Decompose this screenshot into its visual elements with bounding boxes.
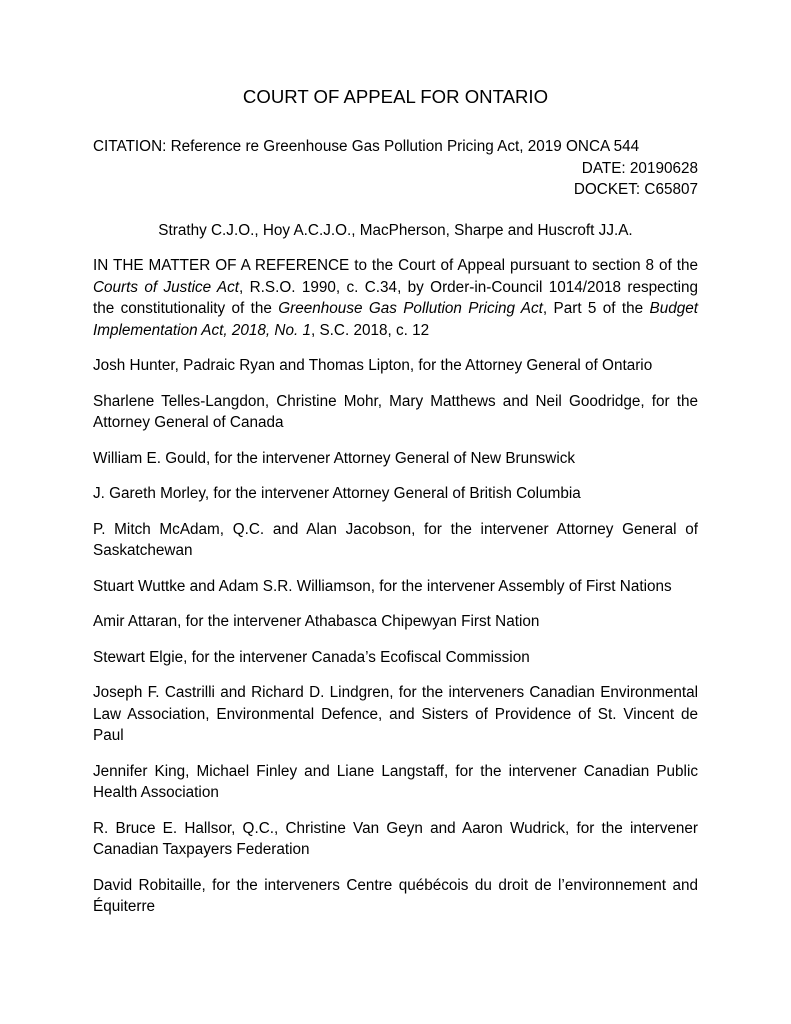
text-segment: , Part 5 of the [542,300,650,317]
matter-paragraph [93,255,698,341]
text-segment: , S.C. 2018, c. 12 [310,321,430,339]
citation-block [93,136,698,201]
counsel-paragraph: Jennifer King, Michael Finley and Liane Langstaff, for the intervener Canadian Public Health Association [93,762,698,801]
text-segment: IN THE MATTER OF A REFERENCE to the Court of Appeal pursuant to section 8 of the [93,257,698,274]
citation-line: CITATION: Reference re Greenhouse Gas Pollution Pricing Act, 2019 ONCA 544 [93,138,640,155]
counsel-list [93,355,698,918]
counsel-paragraph: Stuart Wuttke and Adam S.R. Williamson, for the intervener Assembly of First Nations [93,577,672,595]
docket-line: DOCKET: C65807 [573,181,698,198]
counsel-paragraph: Sharlene Telles-Langdon, Christine Mohr, Mary Matthews and Neil Goodridge, for the Attorney General of Canada [93,392,698,431]
panel-line: Strathy C.J.O., Hoy A.C.J.O., MacPherson, Sharpe and Huscroft JJ.A. [158,221,633,239]
cited-act-title: Budget Implementation Act, 2018, No. 1 [93,300,698,339]
counsel-paragraph: Joseph F. Castrilli and Richard D. Lindgren, for the interveners Canadian Environmental Law Association, Environmental Defence, and Sisters of Providence of St. Vincent de Paul [93,684,698,744]
cited-act-title: Courts of Justice Act [93,278,240,296]
date-line: DATE: 20190628 [581,159,698,177]
page-title: COURT OF APPEAL FOR ONTARIO [242,86,549,107]
counsel-paragraph: J. Gareth Morley, for the intervener Attorney General of British Columbia [93,485,581,502]
counsel-paragraph: Stewart Elgie, for the intervener Canada’s Ecofiscal Commission [93,648,530,666]
counsel-paragraph: Amir Attaran, for the intervener Athabasca Chipewyan First Nation [93,613,540,630]
cited-act-title: Greenhouse Gas Pollution Pricing Act [278,300,543,317]
counsel-paragraph: Josh Hunter, Padraic Ryan and Thomas Lipton, for the Attorney General of Ontario [93,357,653,374]
counsel-paragraph: David Robitaille, for the interveners Centre québécois du droit de l’environnement and Équiterre [93,876,698,915]
counsel-paragraph: P. Mitch McAdam, Q.C. and Alan Jacobson, for the intervener Attorney General of Saskatchewan [93,520,698,559]
counsel-paragraph: R. Bruce E. Hallsor, Q.C., Christine Van Geyn and Aaron Wudrick, for the intervener Canadian Taxpayers Federation [93,819,698,858]
counsel-paragraph: William E. Gould, for the intervener Attorney General of New Brunswick [93,449,576,467]
text-segment: , R.S.O. 1990, c. C.34, by Order-in-Council 1014/2018 respecting the constitutionality of the [93,278,698,317]
